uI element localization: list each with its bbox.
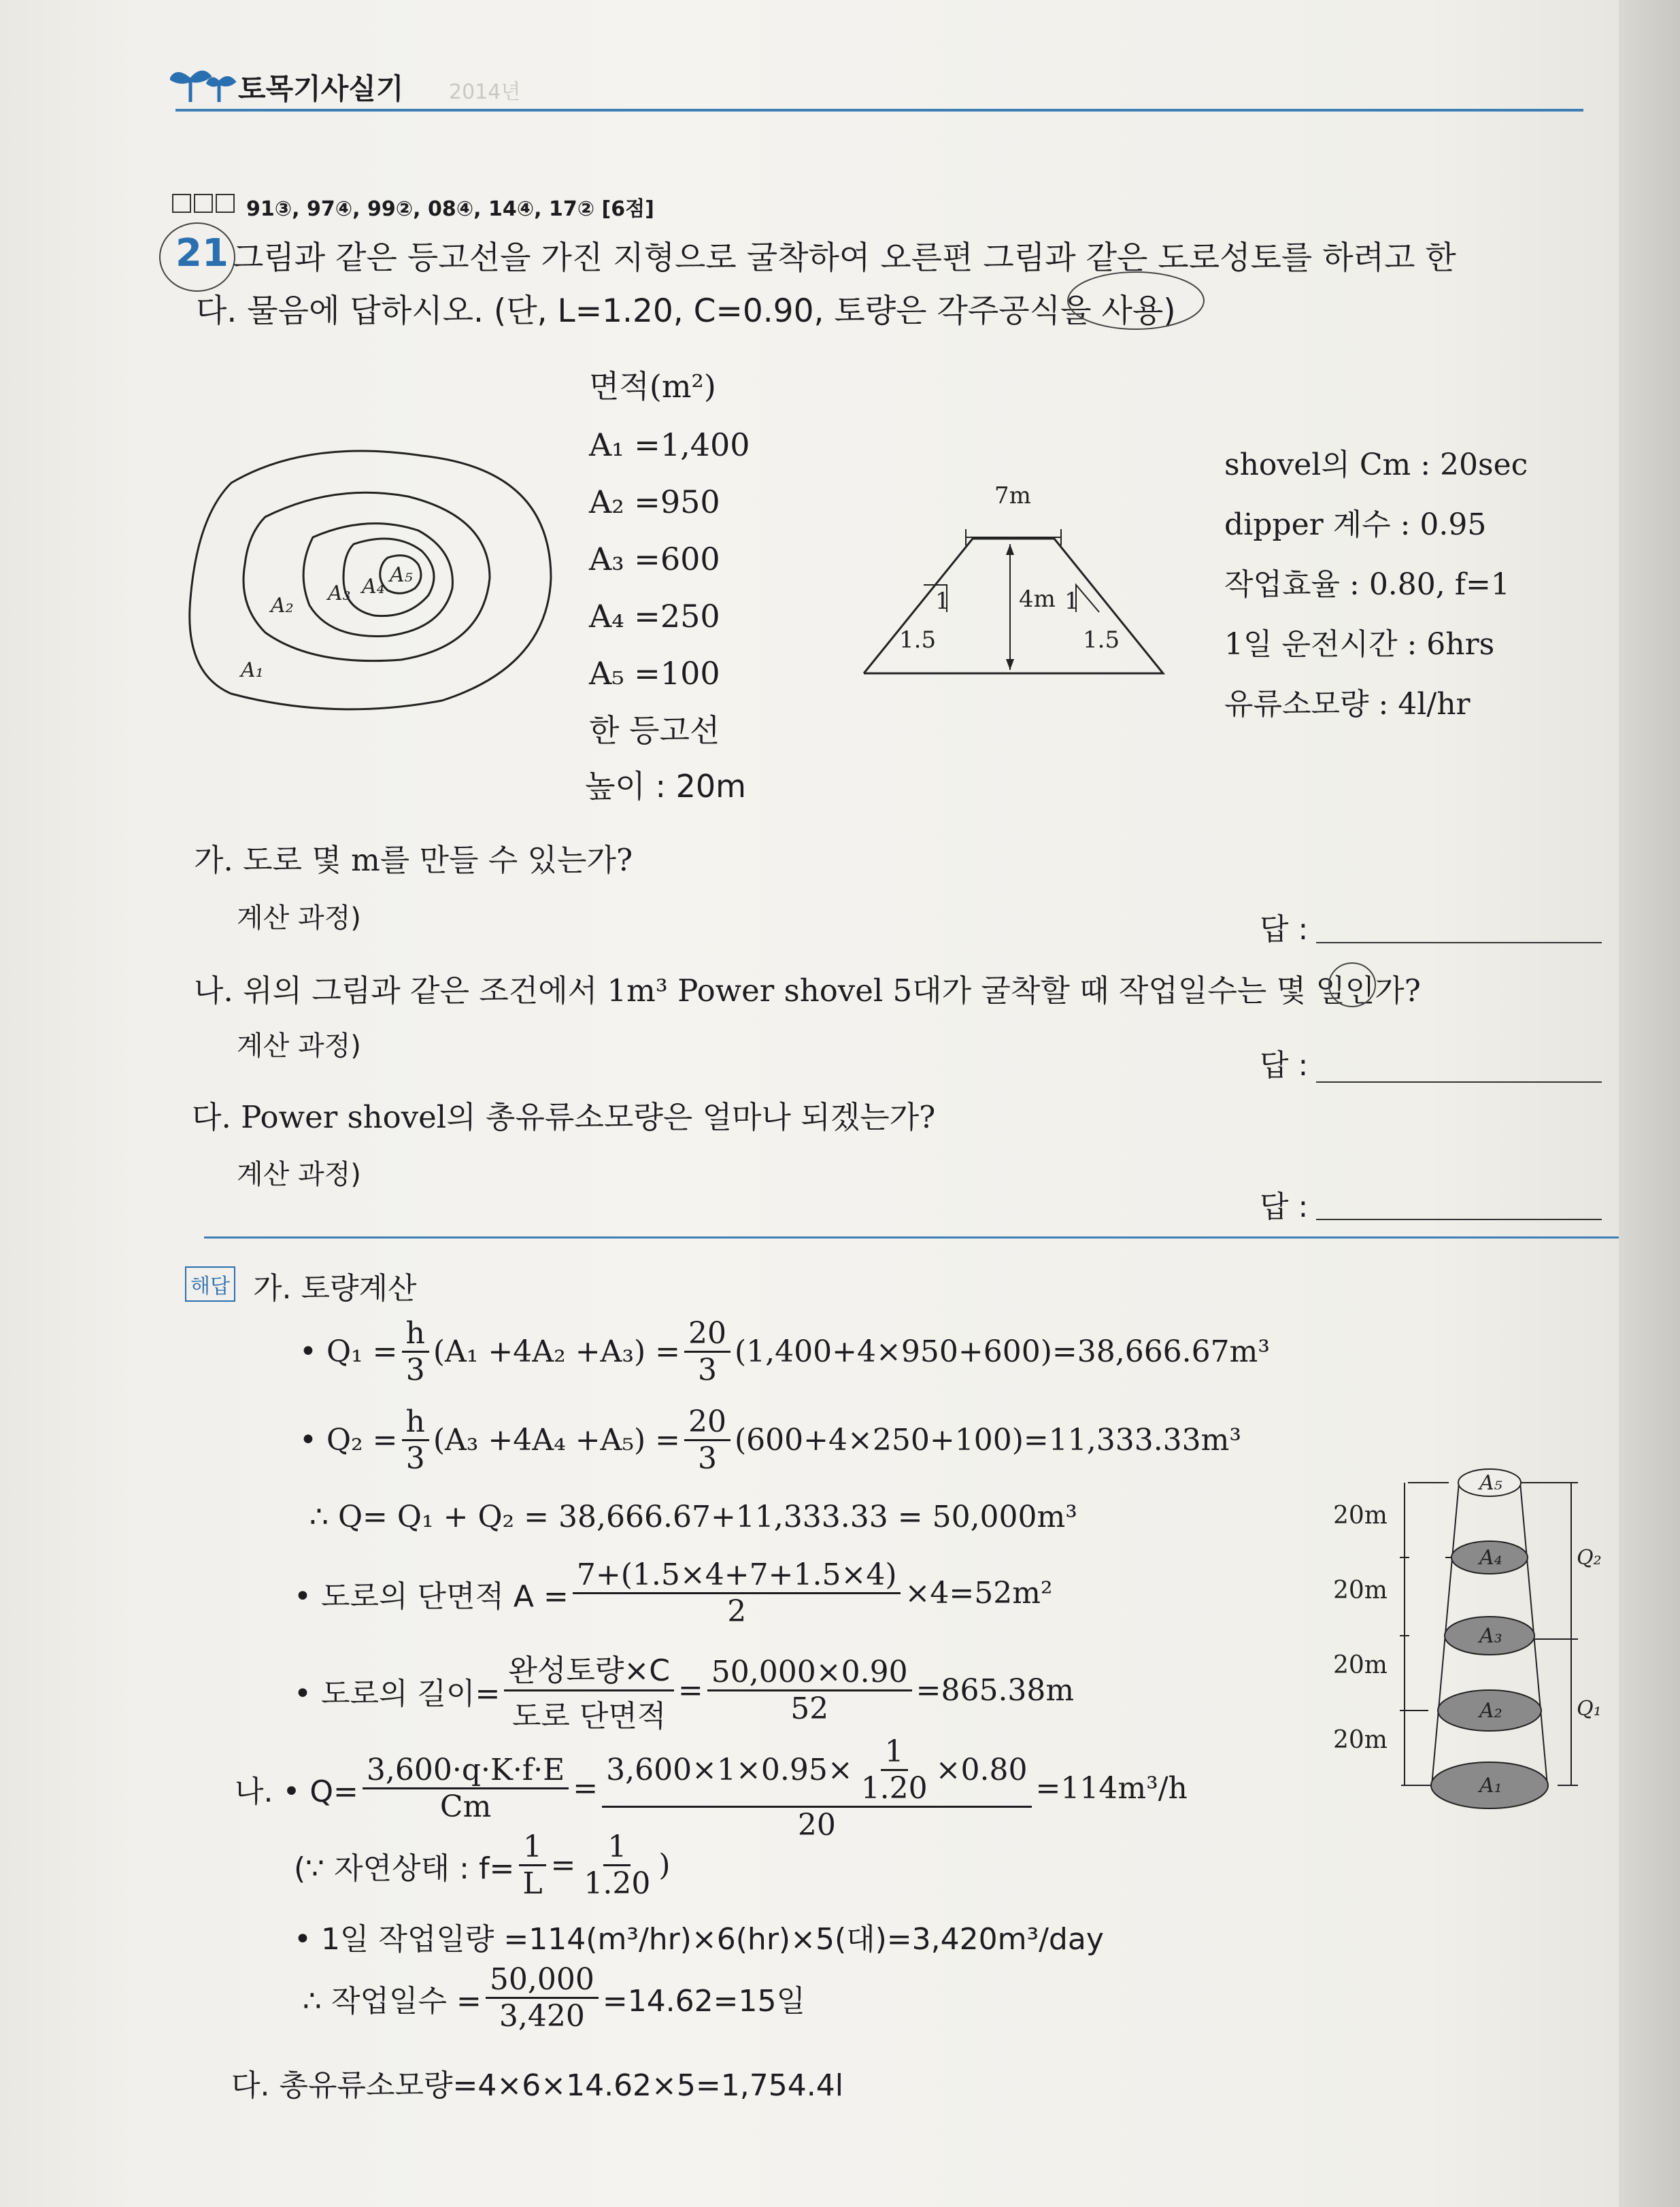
question-meta: 91③, 97④, 99②, 08④, 14④, 17② [6점] <box>246 197 654 221</box>
eq-text: 3,600×1×0.95× <box>606 1753 853 1787</box>
condition-item: 작업효율 : 0.80, f=1 <box>1224 567 1510 602</box>
cone-label-a2: A₂ <box>1479 1699 1502 1723</box>
answer-line[interactable] <box>1316 1081 1602 1083</box>
fraction <box>857 1734 932 1806</box>
page-edge <box>1619 0 1680 2207</box>
eq-text: • 도로의 단면적 A = <box>294 1579 569 1614</box>
header-ghost-text: 2014년 <box>449 80 521 104</box>
cone-label-q2: Q₂ <box>1577 1546 1602 1570</box>
fraction-num <box>602 1734 1031 1808</box>
eq-text: =865.38m <box>915 1673 1075 1708</box>
sprout-icon <box>170 60 238 107</box>
areas-list <box>589 416 750 759</box>
calc-label: 계산 과정) <box>237 1030 361 1062</box>
checkbox-icon <box>171 192 239 215</box>
cone-label-a1: A₁ <box>1479 1774 1502 1798</box>
subquestion-da: 다. Power shovel의 총유류소모량은 얼마나 되겠는가? <box>192 1099 936 1135</box>
eq-text: ) <box>658 1848 671 1883</box>
contour-interval-label: 한 등고선 <box>589 712 720 749</box>
fraction-den: 2 <box>727 1594 747 1629</box>
area-item: A₄ =250 <box>589 598 720 635</box>
eq-text: (600+4×250+100)=11,333.33m³ <box>735 1423 1242 1458</box>
fraction-den: L <box>522 1866 543 1901</box>
contour-interval-value: 높이 : 20m <box>585 768 746 805</box>
fraction <box>363 1753 569 1824</box>
area-item: A₅ =100 <box>589 655 720 692</box>
fraction-den: 3 <box>405 1441 425 1476</box>
fraction-den: Cm <box>439 1789 492 1824</box>
eq-text: • Q₂ = <box>299 1423 398 1458</box>
areas-title: 면적(m²) <box>589 368 716 405</box>
fraction-num: h <box>402 1316 429 1353</box>
fraction <box>707 1655 912 1726</box>
fraction-num: 1 <box>519 1830 546 1866</box>
section-divider <box>204 1236 1619 1239</box>
fraction-num: 50,000×0.90 <box>707 1655 912 1691</box>
answer-line[interactable] <box>1316 942 1602 943</box>
fraction-num: 3,600·q·K·f·E <box>363 1753 569 1789</box>
fraction-den: 3 <box>698 1441 717 1476</box>
eq-text: 나. • Q= <box>235 1774 358 1809</box>
cone-label-a3: A₃ <box>1479 1624 1502 1648</box>
condition-item: 유류소모량 : 4l/hr <box>1224 687 1471 722</box>
fraction-num: 완성토량×C <box>504 1646 674 1691</box>
road-top-width: 7m <box>994 482 1031 509</box>
eq-text: =14.62=15일 <box>602 1983 806 2019</box>
fraction-num: 7+(1.5×4+7+1.5×4) <box>573 1557 901 1594</box>
fraction-den: 도로 단면적 <box>511 1699 667 1734</box>
equation-area <box>294 1557 1053 1629</box>
area-item: A₁ =1,400 <box>589 426 750 463</box>
header-rule <box>175 109 1583 112</box>
eq-text: ×0.80 <box>935 1753 1028 1787</box>
fraction <box>684 1316 730 1387</box>
calc-label: 계산 과정) <box>237 903 361 934</box>
fraction-num: 20 <box>684 1316 730 1353</box>
fraction-num: 1 <box>603 1830 631 1866</box>
contour-label-a1: A₁ <box>241 658 264 682</box>
equation-shovel <box>235 1734 1188 1842</box>
cone-label-q1: Q₁ <box>1577 1697 1602 1721</box>
road-slope-v-right: 1 <box>1064 588 1079 615</box>
fraction <box>579 1830 654 1901</box>
fraction-num: 20 <box>684 1404 730 1441</box>
equation-q2 <box>299 1404 1241 1476</box>
contour-label-a3: A₃ <box>328 582 351 605</box>
eq-text: = <box>573 1771 599 1806</box>
solution-badge: 해답 <box>185 1266 235 1302</box>
fraction-num: 1 <box>881 1734 908 1771</box>
eq-text: ×4=52m² <box>905 1576 1053 1611</box>
road-slope-v-left: 1 <box>935 588 950 615</box>
frustum-diagram <box>1326 1462 1619 1830</box>
answer-label: 답 : <box>1260 1190 1309 1224</box>
cone-height-label: 20m <box>1333 1726 1388 1754</box>
contour-label-a2: A₂ <box>271 594 294 618</box>
area-item: A₂ =950 <box>589 484 720 520</box>
area-item: A₃ =600 <box>589 541 720 577</box>
question-number: 21 <box>175 231 229 275</box>
question-line-2: 다. 물음에 답하시오. (단, L=1.20, C=0.90, 토량은 각주공식을 사용) <box>196 292 1176 330</box>
answer-label: 답 : <box>1260 912 1309 947</box>
eq-text: (∵ 자연상태 : f= <box>294 1851 515 1886</box>
road-height: 4m <box>1019 586 1056 613</box>
condition-item: 1일 운전시간 : 6hrs <box>1224 627 1495 662</box>
equation-q-total: ∴ Q= Q₁ + Q₂ = 38,666.67+11,333.33 = 50,000m³ <box>309 1500 1077 1534</box>
cone-label-a5: A₅ <box>1479 1471 1502 1495</box>
circle-mark-icon <box>1325 958 1379 1012</box>
answer-label: 답 : <box>1260 1048 1309 1083</box>
fraction-den: 1.20 <box>860 1771 928 1806</box>
eq-text: (1,400+4×950+600)=38,666.67m³ <box>735 1334 1271 1369</box>
contour-label-a4: A₄ <box>362 575 385 599</box>
fraction <box>573 1557 901 1629</box>
fraction <box>684 1404 730 1476</box>
fraction-den: 3,420 <box>499 1999 585 2034</box>
fraction <box>518 1830 546 1901</box>
road-section-diagram <box>843 469 1197 694</box>
calc-label: 계산 과정) <box>237 1159 361 1190</box>
fraction-den: 20 <box>797 1808 836 1842</box>
road-slope-h-left: 1.5 <box>899 626 937 654</box>
contour-label-a5: A₅ <box>390 563 413 587</box>
conditions-list <box>1224 435 1528 735</box>
header-title: 토목기사실기 <box>238 72 404 105</box>
eq-text: • 도로의 길이= <box>294 1676 501 1711</box>
question-line-1: 그림과 같은 등고선을 가진 지형으로 굴착하여 오른편 그림과 같은 도로성토를 하려고 한 <box>233 239 1456 277</box>
equation-natural <box>294 1830 671 1901</box>
equation-days <box>303 1962 805 2034</box>
subquestion-ga: 가. 도로 몇 m를 만들 수 있는가? <box>194 842 633 878</box>
cone-label-a4: A₄ <box>1479 1546 1502 1570</box>
fraction <box>402 1404 429 1476</box>
eq-text: (A₃ +4A₄ +A₅) = <box>433 1423 680 1458</box>
equation-fuel: 다. 총유류소모량=4×6×14.62×5=1,754.4l <box>231 2068 843 2103</box>
fraction-num: h <box>402 1404 429 1441</box>
equation-length <box>294 1646 1074 1735</box>
solution-ga-title: 가. 토량계산 <box>253 1271 417 1306</box>
fraction-den: 3 <box>698 1353 717 1387</box>
cone-height-label: 20m <box>1333 1651 1388 1679</box>
equation-daily: • 1일 작업일량 =114(m³/hr)×6(hr)×5(대)=3,420m³/day <box>294 1922 1104 1957</box>
fraction-num: 50,000 <box>486 1962 599 1999</box>
eq-text: = <box>550 1848 576 1883</box>
eq-text: =114m³/h <box>1035 1771 1188 1806</box>
fraction <box>486 1962 599 2034</box>
fraction <box>402 1316 429 1387</box>
circle-mark-icon <box>1061 267 1211 335</box>
condition-item: dipper 계수 : 0.95 <box>1224 507 1487 542</box>
fraction <box>504 1646 674 1735</box>
subquestion-na: 나. 위의 그림과 같은 조건에서 1m³ Power shovel 5대가 굴착할 때 작업일수는 몇 일인가? <box>194 973 1421 1009</box>
road-slope-h-right: 1.5 <box>1083 626 1120 654</box>
contour-map <box>184 442 565 714</box>
answer-line[interactable] <box>1316 1219 1602 1220</box>
fraction-den: 52 <box>790 1691 829 1726</box>
cone-height-label: 20m <box>1333 1577 1388 1604</box>
cone-height-label: 20m <box>1333 1502 1388 1530</box>
eq-text: = <box>677 1673 703 1708</box>
fraction <box>602 1734 1031 1842</box>
eq-text: (A₁ +4A₂ +A₃) = <box>433 1334 680 1369</box>
equation-q1 <box>299 1316 1270 1387</box>
fraction-den: 3 <box>405 1353 425 1387</box>
condition-item: shovel의 Cm : 20sec <box>1224 448 1528 482</box>
fraction-den: 1.20 <box>584 1866 651 1901</box>
eq-text: ∴ 작업일수 = <box>303 1983 482 2019</box>
eq-text: • Q₁ = <box>299 1334 398 1369</box>
